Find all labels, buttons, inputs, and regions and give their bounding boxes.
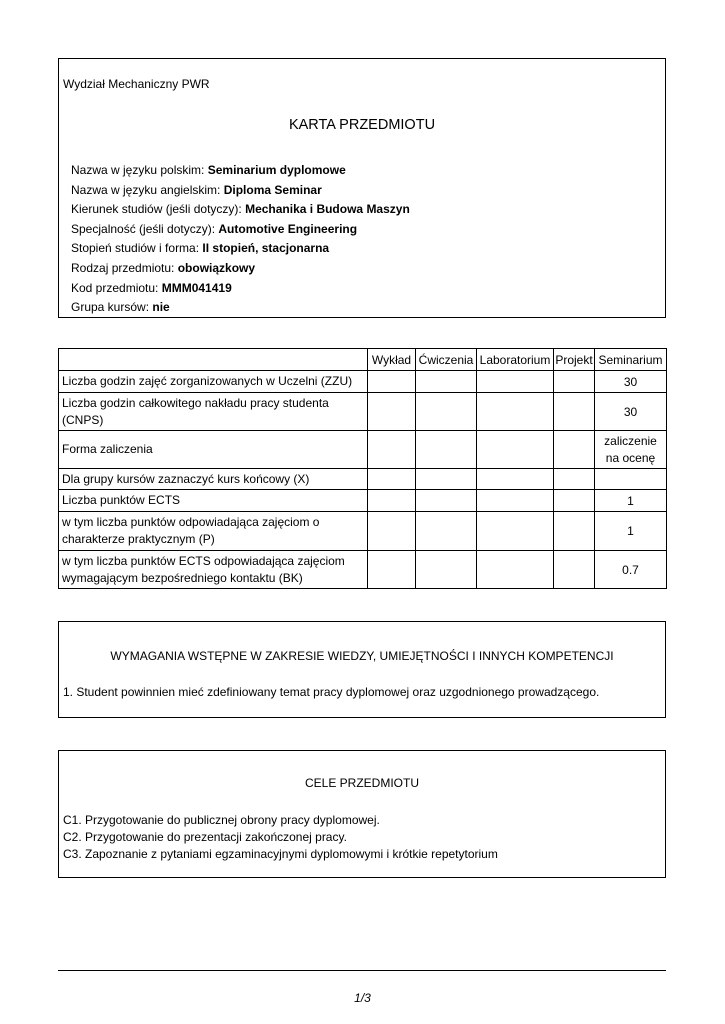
cell (416, 431, 477, 469)
table-row (59, 393, 667, 431)
row-label: Liczba godzin całkowitego nakładu pracy studenta (CNPS) (59, 393, 368, 431)
cell (477, 490, 554, 512)
cell (368, 490, 416, 512)
table-row (59, 371, 667, 393)
field-specialization (71, 220, 410, 240)
cell (416, 469, 477, 490)
row-label: Liczba godzin zajęć zorganizowanych w Uczelni (ZZU) (59, 371, 368, 393)
cell (368, 371, 416, 393)
cell: 30 (595, 371, 667, 393)
field-label: Stopień studiów i forma: (71, 241, 203, 256)
field-name-pl (71, 161, 410, 181)
faculty-name: Wydział Mechaniczny PWR (63, 77, 210, 91)
field-label: Rodzaj przedmiotu: (71, 260, 178, 275)
cell (554, 551, 595, 589)
cell (477, 512, 554, 551)
field-value: MMM041419 (161, 280, 232, 295)
cell (416, 393, 477, 431)
cell (595, 469, 667, 490)
cell (554, 431, 595, 469)
cell (416, 371, 477, 393)
row-label: Liczba punktów ECTS (59, 490, 368, 512)
requirements-box (58, 621, 666, 718)
field-value: Mechanika i Budowa Maszyn (245, 202, 410, 217)
requirements-title: WYMAGANIA WSTĘPNE W ZAKRESIE WIEDZY, UMIEJĘTNOŚCI I INNYCH KOMPETENCJI (110, 649, 614, 663)
goals-box (58, 750, 666, 878)
table-row (59, 490, 667, 512)
cell: 0.7 (595, 551, 667, 589)
course-header-box (58, 58, 666, 318)
cell: zaliczenie na ocenę (595, 431, 667, 469)
field-label: Kierunek studiów (jeśli dotyczy): (71, 202, 246, 217)
hours-table (58, 348, 667, 589)
field-name-en (71, 181, 410, 201)
cell (477, 393, 554, 431)
course-fields (71, 161, 410, 318)
field-label: Grupa kursów: (71, 300, 153, 315)
field-type (71, 259, 410, 279)
column-header: Ćwiczenia (416, 349, 477, 371)
table-row (59, 512, 667, 551)
row-label: w tym liczba punktów odpowiadająca zajęciom o charakterze praktycznym (P) (59, 512, 368, 551)
cell (416, 490, 477, 512)
row-label: w tym liczba punktów ECTS odpowiadająca zajęciom wymagającym bezpośredniego kontaktu (BK) (59, 551, 368, 589)
field-value: Automotive Engineering (218, 221, 358, 236)
page-number: 1/3 (354, 991, 371, 1005)
field-value: Seminarium dyplomowe (207, 163, 346, 177)
column-header: Wykład (368, 349, 416, 371)
cell: 1 (595, 512, 667, 551)
field-course-group (71, 298, 410, 318)
table-row (59, 469, 667, 490)
column-header (59, 349, 368, 371)
goal-item: C1. Przygotowanie do publicznej obrony pracy dyplomowej. (63, 813, 380, 827)
table-row (59, 431, 667, 469)
row-label: Forma zaliczenia (59, 431, 368, 469)
cell (477, 371, 554, 393)
field-label: Kod przedmiotu: (71, 280, 162, 295)
cell (416, 512, 477, 551)
cell (554, 490, 595, 512)
column-header: Laboratorium (477, 349, 554, 371)
cell (554, 512, 595, 551)
cell (368, 551, 416, 589)
field-value: II stopień, stacjonarna (202, 241, 330, 256)
field-value: obowiązkowy (177, 260, 256, 275)
footer-divider (58, 970, 666, 971)
cell (368, 431, 416, 469)
cell (554, 469, 595, 490)
column-header: Projekt (554, 349, 595, 371)
table-row (59, 551, 667, 589)
table-header-row (59, 349, 667, 371)
field-value: Diploma Seminar (223, 182, 322, 197)
field-label: Specjalność (jeśli dotyczy): (71, 221, 219, 236)
field-label: Nazwa w języku angielskim: (71, 182, 224, 197)
requirement-item: 1. Student powinnien mieć zdefiniowany temat pracy dyplomowej oraz uzgodnionego prowadzącego. (63, 685, 600, 699)
cell (554, 393, 595, 431)
goal-item: C3. Zapoznanie z pytaniami egzaminacyjnymi dyplomowymi i krótkie repetytorium (63, 847, 498, 861)
cell: 1 (595, 490, 667, 512)
goals-title: CELE PRZEDMIOTU (304, 776, 419, 790)
document-title: KARTA PRZEDMIOTU (288, 117, 436, 133)
column-header: Seminarium (595, 349, 667, 371)
cell (477, 551, 554, 589)
cell (416, 551, 477, 589)
field-value: nie (152, 300, 170, 315)
field-code (71, 279, 410, 299)
cell: 30 (595, 393, 667, 431)
cell (368, 512, 416, 551)
field-degree (71, 239, 410, 259)
cell (554, 371, 595, 393)
field-program (71, 200, 410, 220)
cell (477, 431, 554, 469)
goal-item: C2. Przygotowanie do prezentacji zakończonej pracy. (63, 830, 347, 844)
row-label: Dla grupy kursów zaznaczyć kurs końcowy (X) (59, 469, 368, 490)
cell (477, 469, 554, 490)
field-label: Nazwa w języku polskim: (71, 163, 208, 177)
cell (368, 469, 416, 490)
cell (368, 393, 416, 431)
